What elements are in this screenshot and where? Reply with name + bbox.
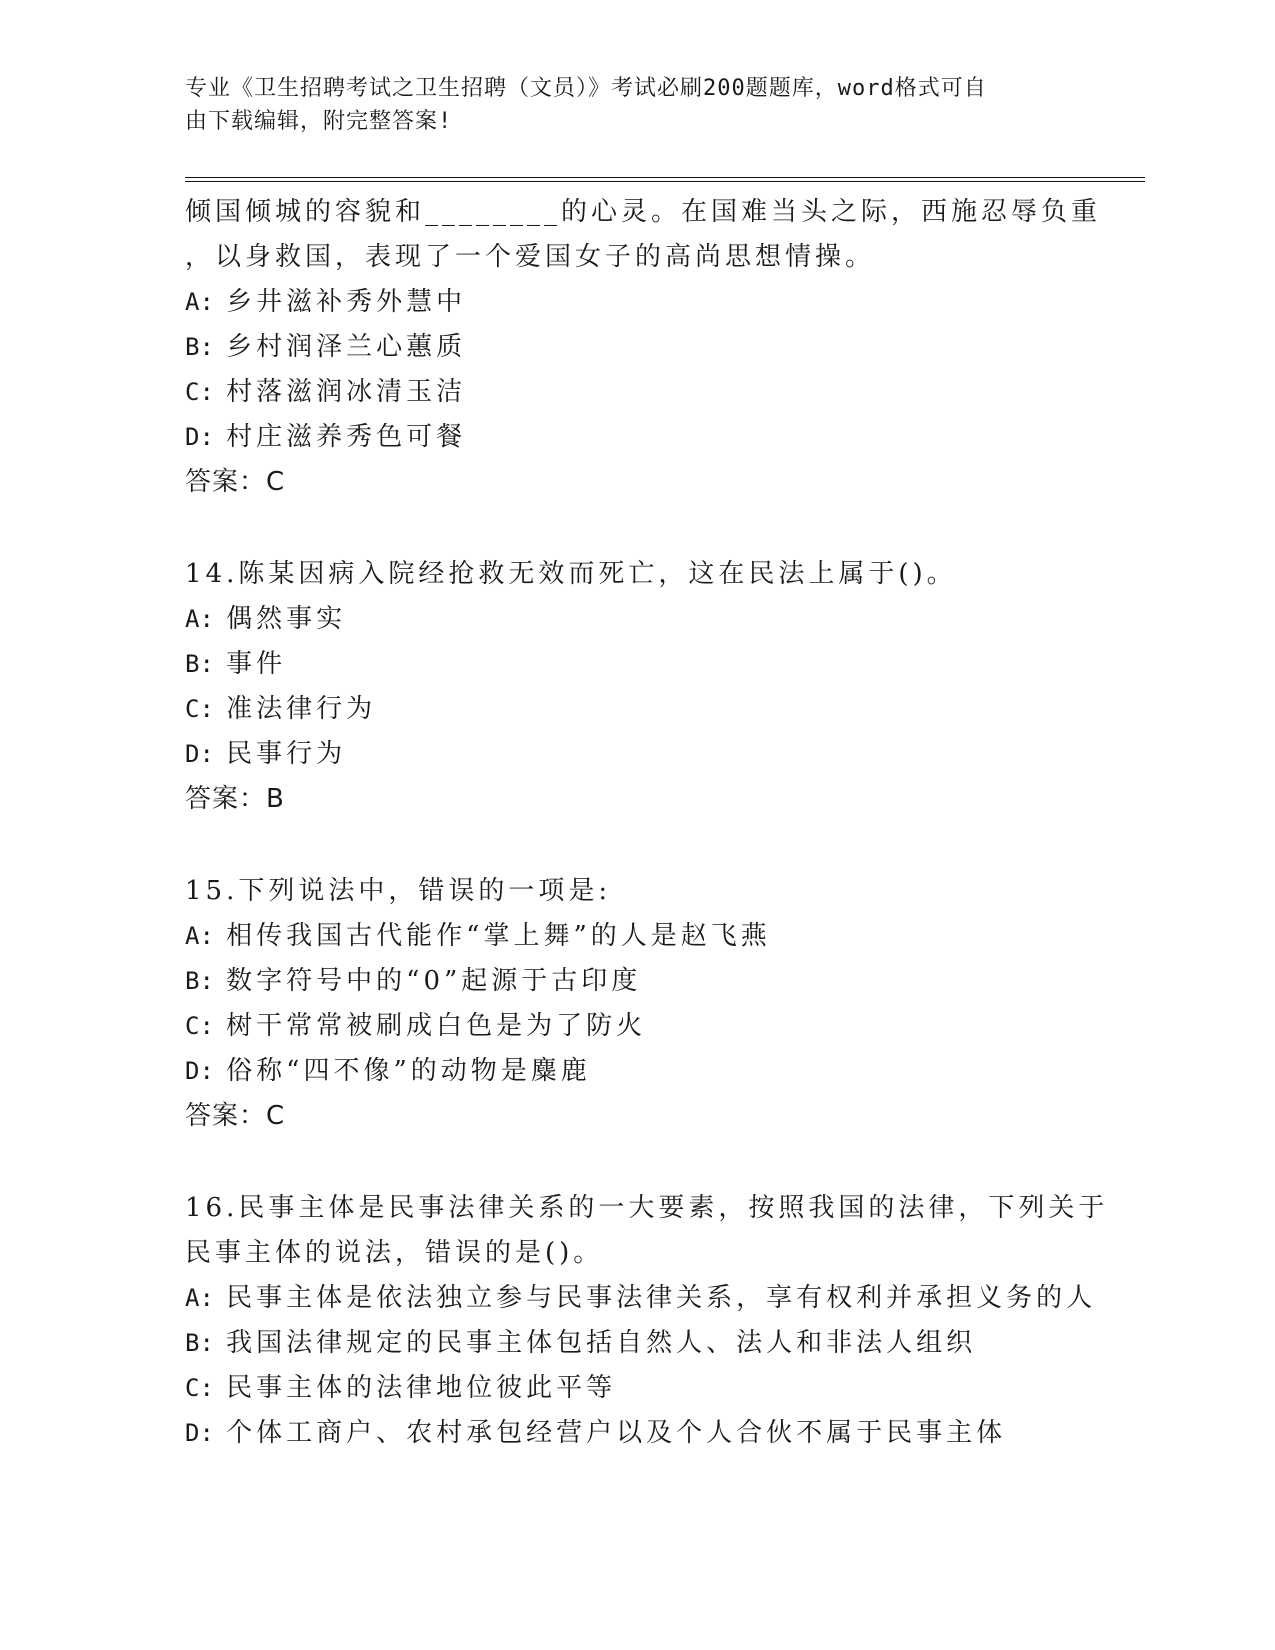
option-letter: A: xyxy=(185,1284,214,1312)
option-text: 乡村润泽兰心蕙质 xyxy=(226,332,467,362)
question-stem: 14.陈某因病入院经抢救无效而死亡，这在民法上属于()。 xyxy=(185,559,957,589)
option-a xyxy=(185,280,1085,325)
option-text: 民事主体是依法独立参与民事法律关系，享有权利并承担义务的人 xyxy=(226,1283,1097,1313)
option-letter: C: xyxy=(185,695,214,723)
option-text: 村庄滋养秀色可餐 xyxy=(226,422,467,452)
option-letter: C: xyxy=(185,1012,214,1040)
option-text: 准法律行为 xyxy=(226,694,377,724)
option-d xyxy=(185,1411,1085,1456)
option-text: 相传我国古代能作“掌上舞”的人是赵飞燕 xyxy=(226,921,771,951)
answer-line: 答案：B xyxy=(185,784,285,814)
answer-line: 答案：C xyxy=(185,467,286,497)
option-letter: B: xyxy=(185,650,214,678)
option-d xyxy=(185,732,1085,777)
option-d xyxy=(185,415,1085,460)
option-c xyxy=(185,1004,1085,1049)
question-stem: 16.民事主体是民事法律关系的一大要素，按照我国的法律，下列关于 xyxy=(185,1193,1109,1223)
option-a xyxy=(185,914,1085,959)
option-b xyxy=(185,1321,1085,1366)
option-letter: C: xyxy=(185,1374,214,1402)
spacer xyxy=(185,505,1085,552)
option-b xyxy=(185,959,1085,1004)
option-d xyxy=(185,1049,1085,1094)
question-list xyxy=(185,190,1109,1456)
question-stem: 民事主体的说法，错误的是()。 xyxy=(185,1238,604,1268)
option-text: 偶然事实 xyxy=(226,604,347,634)
question-16 xyxy=(185,1186,1109,1456)
answer-line: 答案：C xyxy=(185,1101,286,1131)
option-b xyxy=(185,642,1085,687)
option-letter: D: xyxy=(185,1057,214,1085)
option-letter: C: xyxy=(185,378,214,406)
option-c xyxy=(185,370,1085,415)
question-13 xyxy=(185,190,1102,505)
option-letter: A: xyxy=(185,288,214,316)
header-divider-bottom xyxy=(185,181,1145,182)
question-stem: ，以身救国，表现了一个爱国女子的高尚思想情操。 xyxy=(185,242,876,272)
option-text: 树干常常被刷成白色是为了防火 xyxy=(226,1011,647,1041)
option-letter: A: xyxy=(185,922,214,950)
option-text: 个体工商户、农村承包经营户以及个人合伙不属于民事主体 xyxy=(226,1418,1007,1448)
option-c xyxy=(185,687,1085,732)
spacer xyxy=(185,822,1085,869)
option-letter: B: xyxy=(185,333,214,361)
option-text: 民事主体的法律地位彼此平等 xyxy=(226,1373,617,1403)
option-a xyxy=(185,1276,1097,1321)
header-line-2: 由下载编辑，附完整答案! xyxy=(185,109,453,134)
question-14 xyxy=(185,552,1085,822)
option-letter: B: xyxy=(185,1329,214,1357)
option-c xyxy=(185,1366,1085,1411)
question-stem: 倾国倾城的容貌和________的心灵。在国难当头之际，西施忍辱负重 xyxy=(185,197,1102,227)
option-text: 村落滋润冰清玉洁 xyxy=(226,377,467,407)
document-header xyxy=(185,72,1065,138)
option-text: 数字符号中的“0”起源于古印度 xyxy=(226,966,642,996)
header-divider-top xyxy=(185,177,1145,178)
option-letter: D: xyxy=(185,740,214,768)
option-text: 俗称“四不像”的动物是麋鹿 xyxy=(226,1056,591,1086)
option-letter: B: xyxy=(185,967,214,995)
option-b xyxy=(185,325,1085,370)
spacer xyxy=(185,1139,1085,1186)
option-letter: D: xyxy=(185,423,214,451)
option-text: 事件 xyxy=(226,649,287,679)
option-text: 乡井滋补秀外慧中 xyxy=(226,287,467,317)
option-text: 民事行为 xyxy=(226,739,347,769)
option-letter: D: xyxy=(185,1419,214,1447)
option-letter: A: xyxy=(185,605,214,633)
option-a xyxy=(185,597,1085,642)
question-stem: 15.下列说法中，错误的一项是: xyxy=(185,876,612,906)
question-15 xyxy=(185,869,1085,1139)
header-line-1: 专业《卫生招聘考试之卫生招聘（文员）》考试必刷200题题库，word格式可自 xyxy=(185,76,987,101)
option-text: 我国法律规定的民事主体包括自然人、法人和非法人组织 xyxy=(226,1328,977,1358)
